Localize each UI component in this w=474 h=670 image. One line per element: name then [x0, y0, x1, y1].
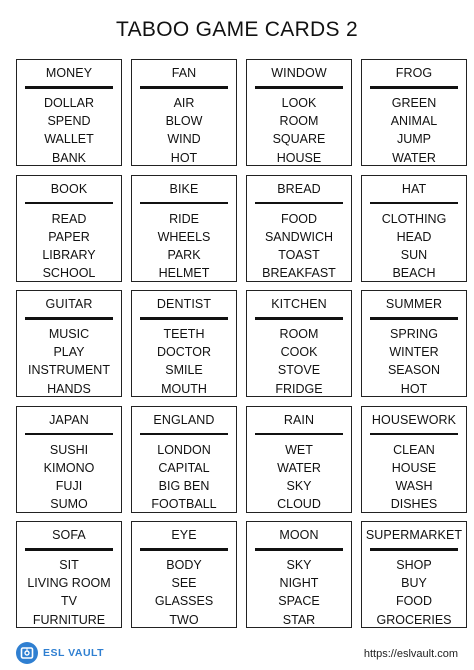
taboo-word: ANIMAL: [390, 114, 438, 129]
taboo-word: WATER: [277, 460, 321, 475]
taboo-word: FOOD: [280, 211, 318, 226]
card-divider: [255, 86, 343, 89]
card-header: BIKE: [169, 181, 199, 196]
taboo-word-list: [17, 556, 121, 629]
taboo-word: SEE: [171, 576, 197, 591]
taboo-word: DOLLAR: [43, 96, 95, 110]
taboo-card: [246, 59, 352, 166]
taboo-word-list: [247, 556, 351, 629]
taboo-card: [131, 290, 237, 397]
taboo-word: FOOD: [395, 594, 433, 609]
taboo-word: HOUSE: [391, 460, 437, 475]
taboo-word: TV: [61, 594, 77, 609]
page-title: TABOO GAME CARDS 2: [116, 18, 358, 41]
card-divider: [255, 317, 343, 320]
taboo-word: PAPER: [48, 229, 90, 244]
taboo-word: GROCERIES: [376, 612, 452, 627]
taboo-word: LONDON: [157, 442, 211, 457]
taboo-word: HANDS: [47, 381, 91, 396]
taboo-word: WINTER: [389, 345, 439, 360]
card-divider: [255, 202, 343, 205]
card-header: HOUSEWORK: [371, 412, 457, 427]
taboo-word: SANDWICH: [264, 229, 334, 244]
logo-text: ESL VAULT: [43, 647, 105, 659]
taboo-card: [16, 59, 122, 166]
taboo-word: SIT: [59, 558, 79, 572]
taboo-word: GREEN: [391, 96, 437, 110]
taboo-card-grid: [16, 59, 467, 628]
taboo-card: [16, 521, 122, 628]
taboo-word: SPRING: [390, 327, 438, 341]
card-header: BOOK: [50, 181, 88, 196]
taboo-card: [131, 521, 237, 628]
taboo-word: BUY: [401, 576, 427, 591]
taboo-word: ROOM: [279, 327, 319, 341]
taboo-word-list: [17, 325, 121, 398]
taboo-card: [16, 290, 122, 397]
taboo-word-list: [132, 325, 236, 398]
taboo-word: LIVING ROOM: [27, 576, 111, 591]
card-header: BREAD: [277, 181, 321, 196]
card-divider: [255, 548, 343, 551]
card-divider: [25, 317, 113, 320]
taboo-word-list: [362, 325, 466, 398]
taboo-word-list: [362, 210, 466, 283]
taboo-word: SUN: [400, 247, 428, 262]
card-divider: [25, 202, 113, 205]
taboo-word: STAR: [282, 612, 316, 627]
esl-vault-logo[interactable]: [16, 642, 104, 664]
taboo-word: SPACE: [278, 594, 320, 609]
taboo-word: COOK: [280, 345, 318, 360]
taboo-card: [131, 406, 237, 513]
card-header: MOON: [279, 528, 319, 542]
taboo-word-list: [17, 94, 121, 167]
taboo-word: FURNITURE: [32, 612, 106, 627]
taboo-word-list: [132, 556, 236, 629]
taboo-word: SQUARE: [272, 132, 326, 147]
taboo-card: [131, 59, 237, 166]
taboo-card: [246, 521, 352, 628]
taboo-card: [361, 59, 467, 166]
taboo-word: NIGHT: [279, 576, 319, 591]
taboo-card: [246, 175, 352, 282]
card-divider: [370, 202, 458, 205]
taboo-card: [361, 406, 467, 513]
taboo-word: INSTRUMENT: [28, 363, 110, 378]
taboo-word: SHOP: [396, 558, 432, 572]
taboo-word-list: [247, 94, 351, 167]
card-header: SUMMER: [385, 297, 443, 311]
taboo-word: SUMO: [50, 497, 88, 512]
taboo-word: LIBRARY: [42, 247, 96, 262]
taboo-word: RIDE: [169, 211, 199, 226]
taboo-word: BIG BEN: [158, 478, 210, 493]
taboo-word: READ: [51, 211, 87, 226]
taboo-word: WET: [285, 442, 313, 457]
taboo-word-list: [132, 441, 236, 514]
taboo-word-list: [17, 441, 121, 514]
card-header: WINDOW: [271, 66, 327, 80]
card-header: KITCHEN: [271, 297, 327, 311]
taboo-word: DOCTOR: [157, 345, 211, 360]
taboo-word: SUSHI: [49, 442, 89, 457]
taboo-word-list: [247, 441, 351, 514]
page-footer: [0, 640, 474, 670]
taboo-word-list: [362, 94, 466, 167]
card-header: EYE: [171, 528, 197, 542]
taboo-word: GLASSES: [154, 594, 214, 609]
taboo-word: DISHES: [390, 497, 438, 512]
taboo-word: WHEELS: [157, 229, 211, 244]
taboo-word: BODY: [166, 558, 202, 572]
card-divider: [370, 317, 458, 320]
site-url-link[interactable]: https://eslvault.com: [363, 648, 458, 660]
taboo-word: BREAKFAST: [262, 266, 336, 281]
taboo-word: ROOM: [279, 114, 319, 129]
taboo-word: FOOTBALL: [151, 497, 217, 512]
taboo-word: SKY: [286, 558, 312, 572]
taboo-word: SCHOOL: [42, 266, 96, 281]
taboo-word: CAPITAL: [158, 460, 210, 475]
esl-vault-logo-icon: [16, 642, 38, 664]
card-header: FAN: [171, 66, 197, 80]
taboo-word: BEACH: [392, 266, 436, 281]
taboo-word: AIR: [173, 96, 195, 110]
card-header: ENGLAND: [153, 412, 215, 427]
card-header: JAPAN: [49, 412, 89, 427]
taboo-card: [131, 175, 237, 282]
taboo-word: JUMP: [396, 132, 432, 147]
taboo-card: [16, 175, 122, 282]
taboo-card: [246, 406, 352, 513]
taboo-word-list: [362, 556, 466, 629]
taboo-word-list: [17, 210, 121, 283]
card-divider: [140, 317, 228, 320]
taboo-card: [361, 290, 467, 397]
taboo-word: TEETH: [163, 327, 205, 341]
card-divider: [140, 548, 228, 551]
taboo-word-list: [132, 94, 236, 167]
taboo-word: KIMONO: [43, 460, 95, 475]
taboo-word: CLOUD: [277, 497, 321, 512]
taboo-word: SKY: [286, 478, 312, 493]
card-divider: [370, 433, 458, 436]
taboo-card: [16, 406, 122, 513]
taboo-word: HELMET: [158, 266, 210, 281]
taboo-word: WALLET: [44, 132, 94, 147]
taboo-word: BANK: [51, 150, 87, 165]
taboo-word: WATER: [392, 150, 436, 165]
taboo-word: WIND: [167, 132, 201, 147]
card-header: SUPERMARKET: [365, 528, 463, 542]
card-divider: [25, 433, 113, 436]
taboo-word: BLOW: [165, 114, 203, 129]
taboo-word: HEAD: [396, 229, 432, 244]
taboo-word: HOT: [400, 381, 428, 396]
taboo-word: STOVE: [277, 363, 321, 378]
card-divider: [255, 433, 343, 436]
card-header: MONEY: [45, 66, 93, 80]
taboo-word: MOUTH: [161, 381, 207, 396]
card-header: DENTIST: [156, 297, 212, 311]
taboo-word: FUJI: [55, 478, 83, 493]
card-divider: [140, 202, 228, 205]
taboo-word: MUSIC: [48, 327, 90, 341]
card-header: GUITAR: [45, 297, 93, 311]
taboo-card: [361, 175, 467, 282]
card-divider: [25, 86, 113, 89]
taboo-word: SPEND: [47, 114, 91, 129]
taboo-card: [361, 521, 467, 628]
card-divider: [140, 433, 228, 436]
taboo-word: HOUSE: [276, 150, 322, 165]
taboo-word: SMILE: [165, 363, 203, 378]
taboo-word: PARK: [167, 247, 201, 262]
taboo-word: LOOK: [281, 96, 317, 110]
card-divider: [25, 548, 113, 551]
taboo-word: HOT: [170, 150, 198, 165]
taboo-word: CLEAN: [393, 442, 435, 457]
taboo-word-list: [247, 210, 351, 283]
card-divider: [370, 86, 458, 89]
card-divider: [370, 548, 458, 551]
taboo-word-list: [247, 325, 351, 398]
taboo-word: FRIDGE: [275, 381, 323, 396]
taboo-word: CLOTHING: [381, 211, 447, 226]
taboo-word-list: [362, 441, 466, 514]
card-header: FROG: [395, 66, 433, 80]
taboo-word: PLAY: [53, 345, 85, 360]
taboo-word: TWO: [169, 612, 199, 627]
card-header: SOFA: [52, 528, 86, 542]
card-header: RAIN: [283, 412, 315, 427]
card-divider: [140, 86, 228, 89]
taboo-card: [246, 290, 352, 397]
taboo-word: TOAST: [278, 247, 320, 262]
card-header: HAT: [401, 181, 427, 196]
taboo-word: WASH: [395, 478, 433, 493]
taboo-word-list: [132, 210, 236, 283]
taboo-word: SEASON: [387, 363, 441, 378]
